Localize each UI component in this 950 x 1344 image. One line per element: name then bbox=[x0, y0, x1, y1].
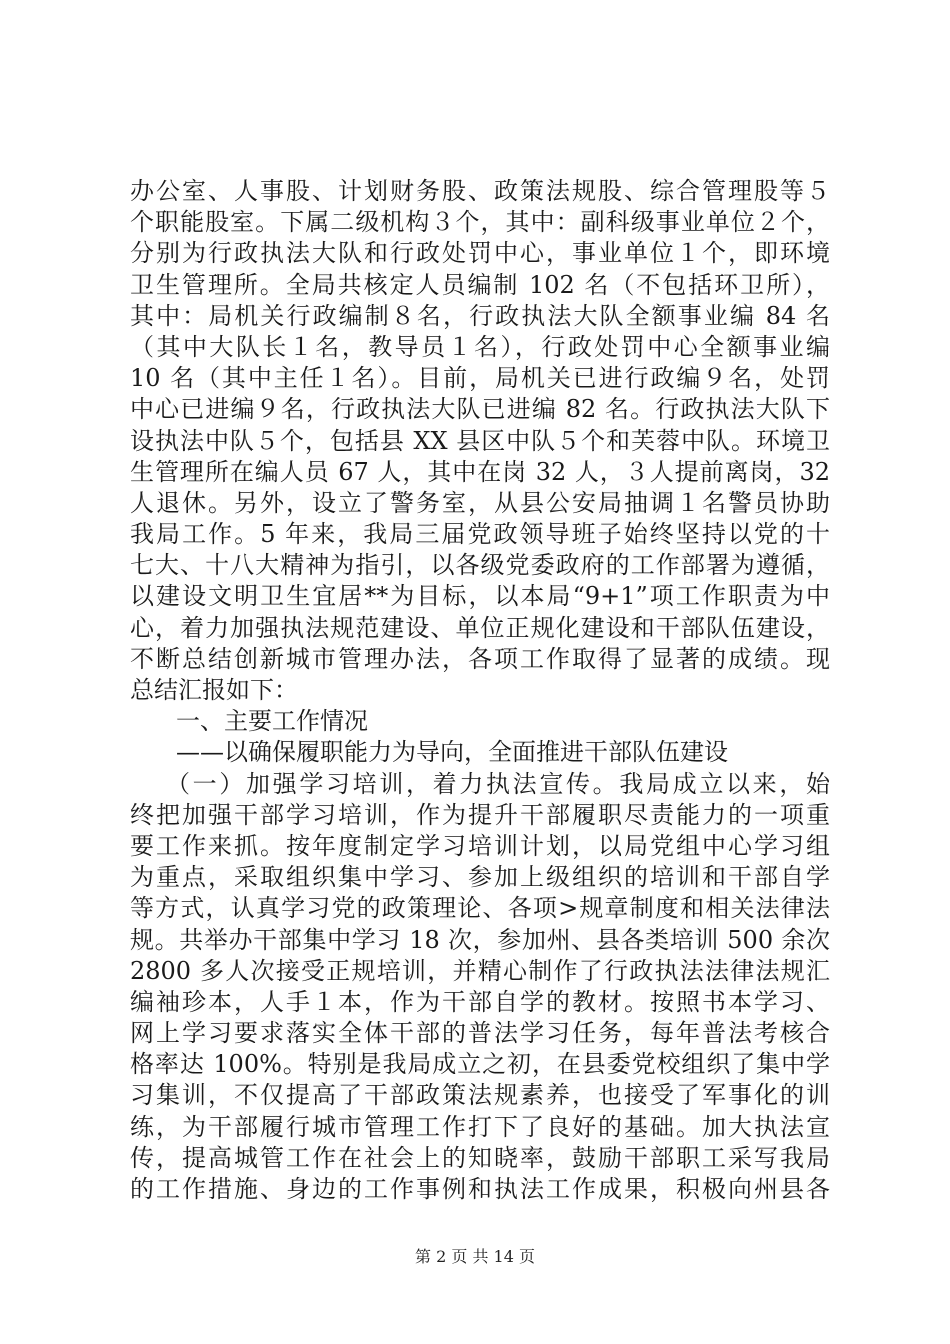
text-line: 格率达 100%。特别是我局成立之初，在县委党校组织了集中学 bbox=[130, 1050, 830, 1079]
text-line: 我局工作。5 年来，我局三届党政领导班子始终坚持以党的十 bbox=[130, 520, 830, 549]
text-line: 规。共举办干部集中学习 18 次，参加州、县各类培训 500 余次 bbox=[130, 925, 830, 954]
text-line: 设执法中队５个，包括县 XX 县区中队５个和芙蓉中队。环境卫 bbox=[130, 426, 830, 455]
text-line: 等方式，认真学习党的政策理论、各项>规章制度和相关法律法 bbox=[130, 894, 830, 923]
text-line: 以建设文明卫生宜居**为目标，以本局“9+1”项工作职责为中 bbox=[130, 582, 830, 611]
text-line: 为重点，采取组织集中学习、参加上级组织的培训和干部自学 bbox=[130, 863, 830, 892]
text-line: 分别为行政执法大队和行政处罚中心，事业单位１个，即环境 bbox=[130, 239, 830, 268]
text-line: 七大、十八大精神为指引，以各级党委政府的工作部署为遵循， bbox=[130, 551, 830, 580]
text-line: 卫生管理所。全局共核定人员编制 102 名（不包括环卫所）， bbox=[130, 270, 830, 299]
text-line: 网上学习要求落实全体干部的普法学习任务，每年普法考核合 bbox=[130, 1019, 830, 1048]
text-line: 人退休。另外，设立了警务室，从县公安局抽调１名警员协助 bbox=[130, 488, 830, 517]
text-line: 办公室、人事股、计划财务股、政策法规股、综合管理股等５ bbox=[130, 177, 830, 205]
document-body bbox=[130, 176, 830, 1205]
text-line: 的工作措施、身边的工作事例和执法工作成果，积极向州县各 bbox=[130, 1175, 830, 1203]
text-line: 编袖珍本，人手１本，作为干部自学的教材。按照书本学习、 bbox=[130, 987, 830, 1016]
text-line: 中心已进编９名，行政执法大队已进编 82 名。行政执法大队下 bbox=[130, 395, 830, 424]
text-line: 心，着力加强执法规范建设、单位正规化建设和干部队伍建设， bbox=[130, 613, 830, 642]
text-line: 要工作来抓。按年度制定学习培训计划，以局党组中心学习组 bbox=[130, 831, 830, 860]
text-line: （其中大队长１名，教导员１名），行政处罚中心全额事业编 bbox=[130, 332, 830, 361]
text-line: 传，提高城管工作在社会上的知晓率，鼓励干部职工采写我局 bbox=[130, 1143, 830, 1172]
text-line: 不断总结创新城市管理办法，各项工作取得了显著的成绩。现 bbox=[130, 644, 830, 673]
text-line: 10 名（其中主任１名）。目前，局机关已进行政编９名，处罚 bbox=[130, 364, 830, 393]
text-line: 习集训，不仅提高了干部政策法规素养，也接受了军事化的训 bbox=[130, 1081, 830, 1110]
text-line: 总结汇报如下： bbox=[130, 676, 298, 704]
text-line: 2800 多人次接受正规培训，并精心制作了行政执法法律法规汇 bbox=[130, 956, 830, 985]
text-line: 其中：局机关行政编制８名，行政执法大队全额事业编 84 名 bbox=[130, 301, 830, 330]
page-footer: 第 2 页 共 14 页 bbox=[415, 1247, 535, 1266]
text-line: 生管理所在编人员 67 人，其中在岗 32 人，３人提前离岗，32 bbox=[130, 457, 830, 486]
text-line: （一）加强学习培训，着力执法宣传。我局成立以来，始 bbox=[166, 769, 830, 798]
text-line: 个职能股室。下属二级机构３个，其中：副科级事业单位２个， bbox=[130, 208, 830, 237]
section-subheading: ——以确保履职能力为导向，全面推进干部队伍建设 bbox=[176, 738, 728, 767]
text-line: 练，为干部履行城市管理工作打下了良好的基础。加大执法宣 bbox=[130, 1112, 830, 1141]
section-heading: 一、主要工作情况 bbox=[176, 707, 368, 736]
text-line: 终把加强干部学习培训，作为提升干部履职尽责能力的一项重 bbox=[130, 800, 830, 829]
